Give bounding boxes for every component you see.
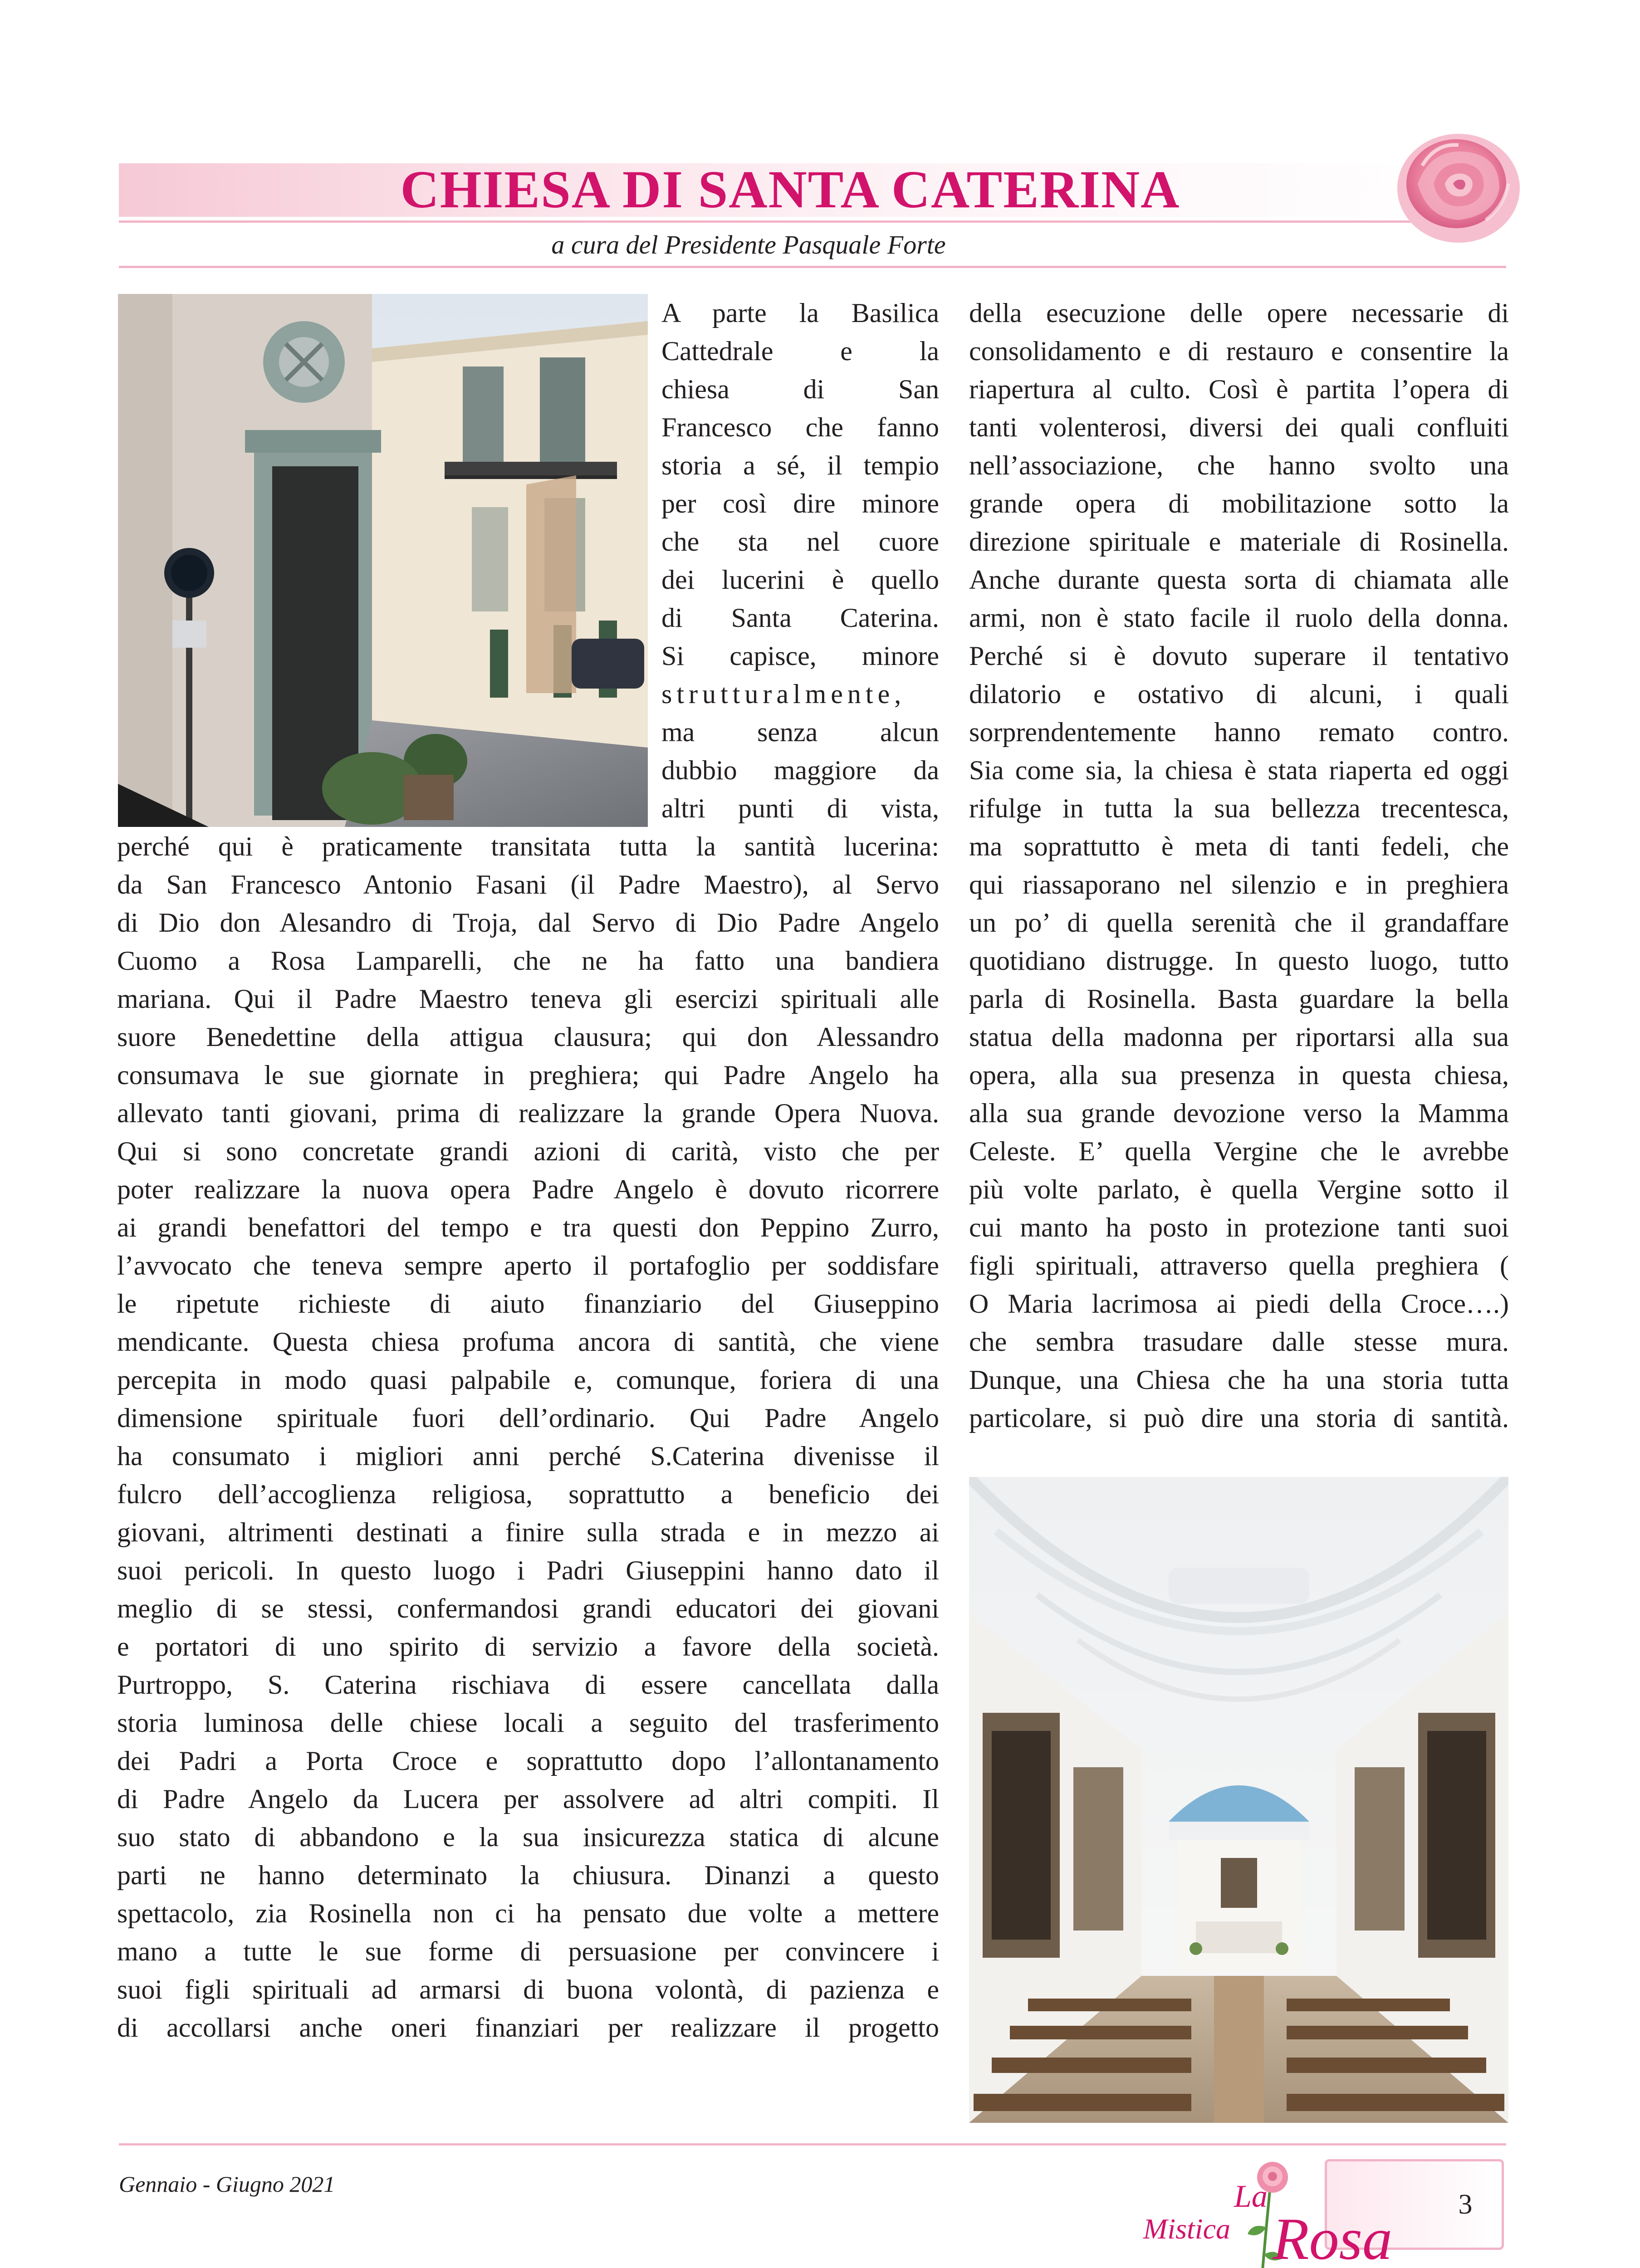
col1-wrap-line-1: A parte la Basilica: [661, 298, 939, 328]
rose-icon: [1390, 116, 1527, 252]
col1-line-11: ai grandi benefattori del tempo e tra questi don Peppino Zurro,: [117, 1212, 939, 1242]
col1-line-24: storia luminosa delle chiese locali a seguito del trasferimento: [117, 1708, 939, 1738]
col1-line-17: ha consumato i migliori anni perché S.Caterina divenisse il: [117, 1441, 939, 1471]
col2-line-19: parla di Rosinella. Basta guardare la bella: [969, 984, 1509, 1014]
logo-word-la: La: [1234, 2179, 1268, 2214]
col1-wrap-line-8: dei lucerini è quello: [661, 565, 939, 595]
col1-line-15: percepita in modo quasi palpabile e, comunque, foriera di una: [117, 1365, 939, 1395]
col1-line-28: parti ne hanno determinato la chiusura. Dinanzi a questo: [117, 1860, 939, 1890]
logo-word-rosa: Rosa: [1273, 2205, 1392, 2268]
col1-line-22: e portatori di uno spirito di servizio a favore della società.: [117, 1632, 939, 1662]
col2-line-16: qui riassaporano nel silenzio e in preghiera: [969, 870, 1509, 899]
col1-line-12: l’avvocato che teneva sempre aperto il portafoglio per soddisfare: [117, 1251, 939, 1281]
col2-line-1: della esecuzione delle opere necessarie di: [969, 298, 1509, 328]
col1-line-31: suoi figli spirituali ad armarsi di buona volontà, di pazienza e: [117, 1975, 939, 2004]
col1-wrap-line-6: per così dire minore: [661, 489, 939, 518]
church-interior-photo: [969, 1477, 1508, 2123]
col1-line-13: le ripetute richieste di aiuto finanziario del Giuseppino: [117, 1289, 939, 1319]
col2-line-12: sorprendentemente hanno remato contro.: [969, 717, 1509, 747]
col1-line-32: di accollarsi anche oneri finanziari per realizzare il progetto: [117, 2013, 939, 2043]
col2-line-8: Anche durante questa sorta di chiamata alle: [969, 565, 1509, 595]
col2-line-10: Perché si è dovuto superare il tentativo: [969, 641, 1509, 671]
col1-line-3: di Dio don Alesandro di Troja, dal Servo di Dio Padre Angelo: [117, 908, 939, 938]
col2-line-21: opera, alla sua presenza in questa chiesa,: [969, 1060, 1509, 1090]
col1-wrap-line-4: Francesco che fanno: [661, 412, 939, 442]
col2-line-28: che sembra trasudare dalle stesse mura.: [969, 1327, 1509, 1357]
col1-wrap-line-13: dubbio maggiore da: [661, 755, 939, 785]
col2-line-24: più volte parlato, è quella Vergine sotto il: [969, 1174, 1509, 1204]
col1-wrap-line-2: Cattedrale e la: [661, 336, 939, 366]
col2-line-6: grande opera di mobilitazione sotto la: [969, 489, 1509, 518]
col2-line-20: statua della madonna per riportarsi alla sua: [969, 1022, 1509, 1052]
col1-line-16: dimensione spirituale fuori dell’ordinario. Qui Padre Angelo: [117, 1403, 939, 1433]
col1-line-1: perché qui è praticamente transitata tutta la santità lucerina:: [117, 831, 939, 861]
col1-line-5: mariana. Qui il Padre Maestro teneva gli esercizi spirituali alle: [117, 984, 939, 1014]
col1-line-10: poter realizzare la nuova opera Padre Angelo è dovuto ricorrere: [117, 1174, 939, 1204]
col1-wrap-line-5: storia a sé, il tempio: [661, 450, 939, 480]
page-title: CHIESA DI SANTA CATERINA: [400, 160, 1180, 219]
col2-line-25: cui manto ha posto in protezione tanti suoi: [969, 1212, 1509, 1242]
col1-line-18: fulcro dell’accoglienza religiosa, soprattutto a beneficio dei: [117, 1479, 939, 1509]
col2-line-22: alla sua grande devozione verso la Mamma: [969, 1098, 1509, 1128]
col2-line-14: rifulge in tutta la sua bellezza trecentesca,: [969, 793, 1509, 823]
col1-line-9: Qui si sono concretate grandi azioni di carità, visto che per: [117, 1136, 939, 1166]
col1-wrap-line-12: ma senza alcun: [661, 717, 939, 747]
footer-divider: [119, 2143, 1506, 2146]
col1-wrap-line-7: che sta nel cuore: [661, 527, 939, 557]
col1-line-25: dei Padri a Porta Croce e soprattutto dopo l’allontanamento: [117, 1746, 939, 1776]
byline: a cura del Presidente Pasquale Forte: [551, 230, 946, 259]
col1-line-6: suore Benedettine della attigua clausura; qui don Alessandro: [117, 1022, 939, 1052]
col2-line-15: ma soprattutto è meta di tanti fedeli, che: [969, 831, 1509, 861]
col1-line-26: di Padre Angelo da Lucera per assolvere ad altri compiti. Il: [117, 1784, 939, 1814]
col1-wrap-line-10: Si capisce, minore: [661, 641, 939, 671]
col1-line-20: suoi pericoli. In questo luogo i Padri Giuseppini hanno dato il: [117, 1555, 939, 1585]
col2-line-26: figli spirituali, attraverso quella preghiera (: [969, 1251, 1509, 1281]
col2-line-5: nell’associazione, che hanno svolto una: [969, 450, 1509, 480]
col1-line-14: mendicante. Questa chiesa profuma ancora di santità, che viene: [117, 1327, 939, 1357]
col1-line-4: Cuomo a Rosa Lamparelli, che ne ha fatto una bandiera: [117, 946, 939, 976]
col1-wrap-line-9: di Santa Caterina.: [661, 603, 939, 633]
col2-line-30: particolare, si può dire una storia di santità.: [969, 1403, 1509, 1433]
col1-line-27: suo stato di abbandono e la sua insicurezza statica di alcune: [117, 1822, 939, 1852]
col1-line-2: da San Francesco Antonio Fasani (il Padre Maestro), al Servo: [117, 870, 939, 899]
col2-line-9: armi, non è stato facile il ruolo della donna.: [969, 603, 1509, 633]
col2-line-13: Sia come sia, la chiesa è stata riaperta ed oggi: [969, 755, 1509, 785]
logo-word-mistica: Mistica: [1143, 2213, 1230, 2245]
col1-line-7: consumava le sue giornate in preghiera; qui Padre Angelo ha: [117, 1060, 939, 1090]
street-photo: [118, 294, 648, 827]
title-divider: [119, 220, 1462, 223]
byline-divider: [119, 266, 1506, 268]
col2-line-7: direzione spirituale e materiale di Rosinella.: [969, 527, 1509, 557]
col2-line-2: consolidamento e di restauro e consentire la: [969, 336, 1509, 366]
col1-wrap-line-3: chiesa di San: [661, 374, 939, 404]
col1-line-30: mano a tutte le sue forme di persuasione per convincere i: [117, 1936, 939, 1966]
col2-line-23: Celeste. E’ quella Vergine che le avrebbe: [969, 1136, 1509, 1166]
col1-wrap-line-11: strutturalmente,: [661, 679, 906, 709]
issue-date: Gennaio - Giugno 2021: [119, 2171, 335, 2197]
col2-line-27: O Maria lacrimosa ai piedi della Croce….): [969, 1289, 1509, 1319]
page-number: 3: [1458, 2189, 1473, 2220]
col1-line-19: giovani, altrimenti destinati a finire sulla strada e in mezzo ai: [117, 1517, 939, 1547]
col2-line-18: quotidiano distrugge. In questo luogo, tutto: [969, 946, 1509, 976]
col2-line-4: tanti volenterosi, diversi dei quali confluiti: [969, 412, 1509, 442]
col2-line-17: un po’ di quella serenità che il grandaffare: [969, 908, 1509, 938]
col1-line-23: Purtroppo, S. Caterina rischiava di essere cancellata dalla: [117, 1670, 939, 1700]
col1-line-21: meglio di se stessi, confermandosi grandi educatori dei giovani: [117, 1593, 939, 1623]
col2-line-29: Dunque, una Chiesa che ha una storia tutta: [969, 1365, 1509, 1395]
col2-line-3: riapertura al culto. Così è partita l’opera di: [969, 374, 1509, 404]
magazine-logo: [1098, 2150, 1425, 2268]
col1-line-29: spettacolo, zia Rosinella non ci ha pensato due volte a mettere: [117, 1898, 939, 1928]
col2-line-11: dilatorio e ostativo di alcuni, i quali: [969, 679, 1509, 709]
col1-wrap-line-14: altri punti di vista,: [661, 793, 939, 823]
col1-line-8: allevato tanti giovani, prima di realizzare la grande Opera Nuova.: [117, 1098, 939, 1128]
